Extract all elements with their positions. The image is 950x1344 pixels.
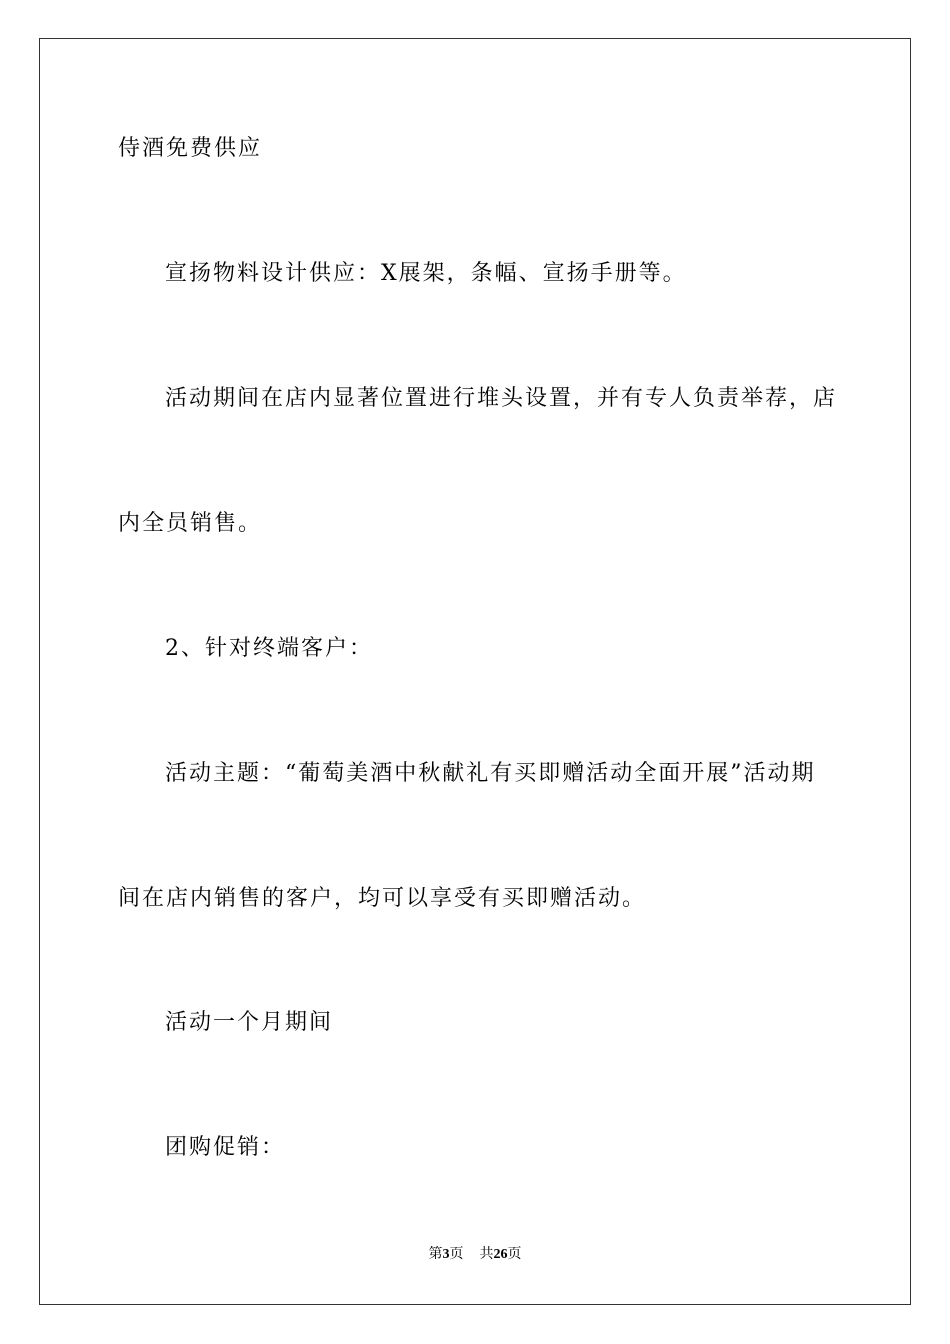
text-line-3: 活动期间在店内显著位置进行堆头设置，并有专人负责举荐，店 <box>165 386 838 411</box>
text-line-2: 宣扬物料设计供应：X展架，条幅、宣扬手册等。 <box>165 261 687 286</box>
text-line-4: 内全员销售。 <box>118 511 263 536</box>
footer-page-suffix: 页 <box>449 1247 464 1262</box>
footer-total-suffix: 页 <box>507 1247 522 1262</box>
footer-page-prefix: 第 <box>428 1247 443 1262</box>
text-line-6: 活动主题：“葡萄美酒中秋献礼有买即赠活动全面开展”活动期 <box>165 761 816 786</box>
text-line-8: 活动一个月期间 <box>165 1010 334 1035</box>
footer-total-prefix: 共 <box>479 1247 494 1262</box>
page-border <box>39 38 911 1305</box>
text-line-1: 侍酒免费供应 <box>118 136 263 161</box>
text-line-5: 2、针对终端客户： <box>165 636 373 661</box>
footer-page-number: 3 <box>442 1247 450 1262</box>
text-line-9: 团购促销： <box>165 1135 286 1160</box>
page-footer <box>0 1245 950 1265</box>
footer-total-pages: 26 <box>493 1247 508 1262</box>
text-line-7: 间在店内销售的客户，均可以享受有买即赠活动。 <box>118 886 647 911</box>
